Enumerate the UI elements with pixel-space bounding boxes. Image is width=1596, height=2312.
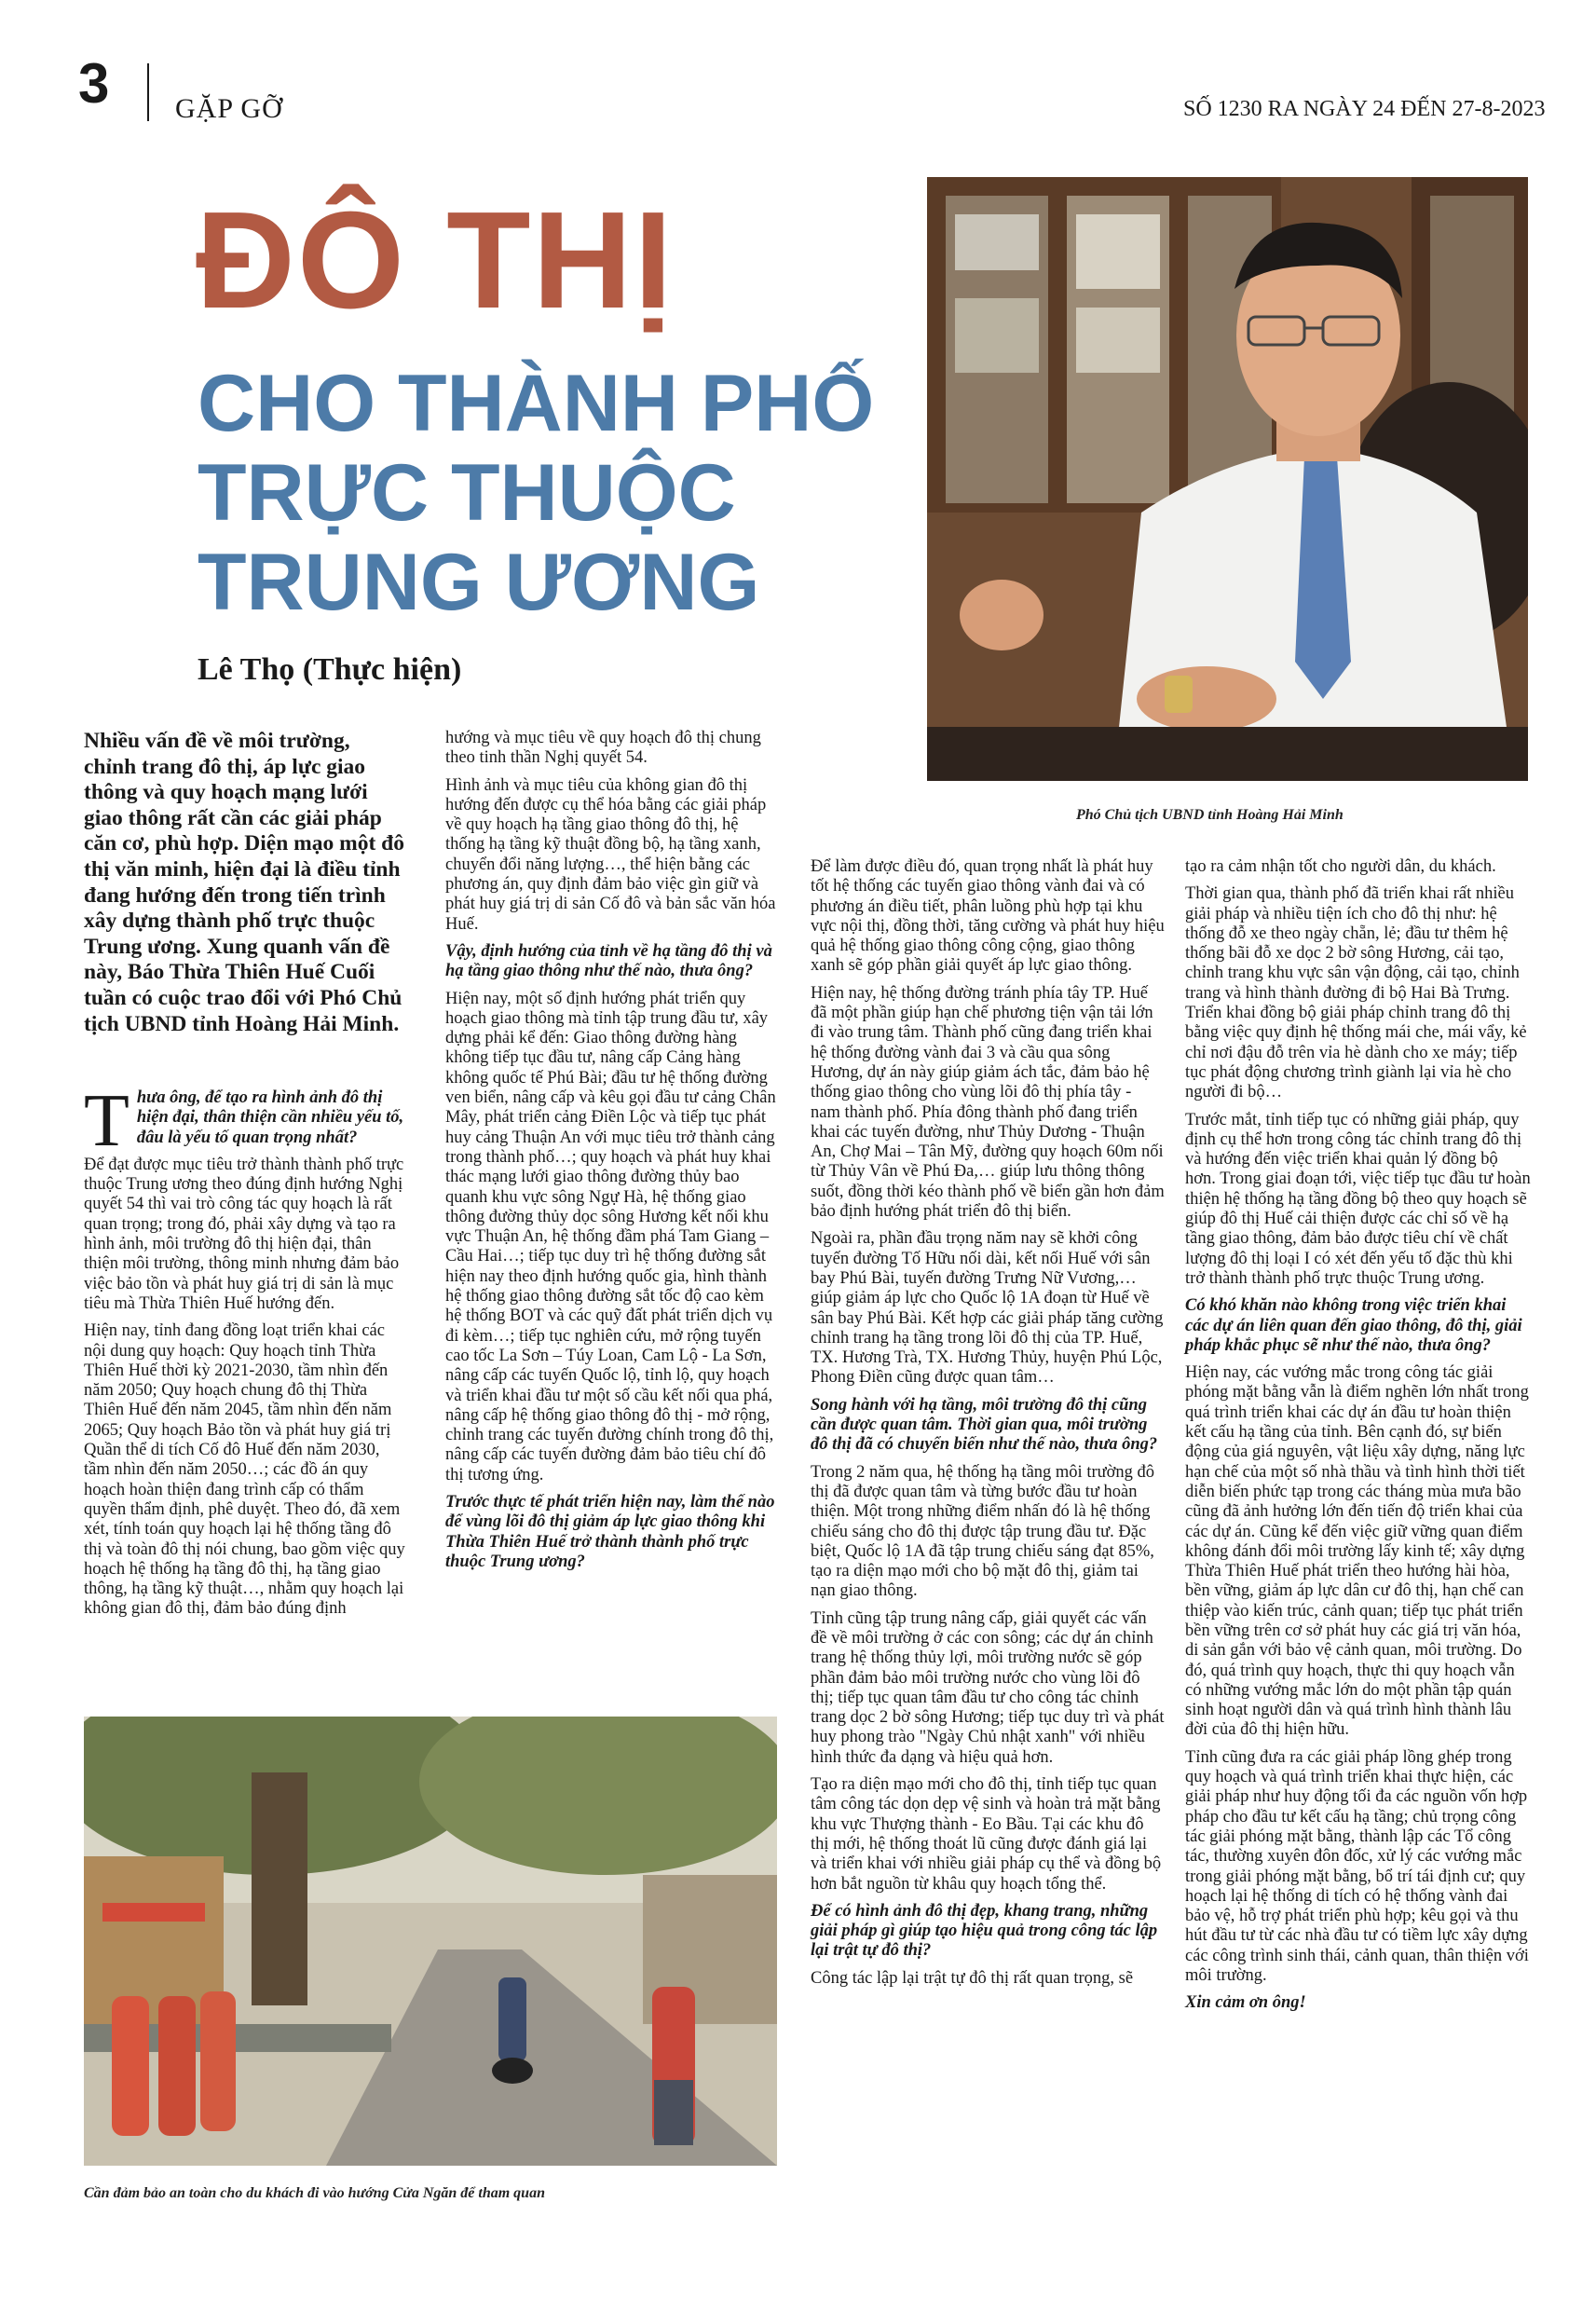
headline-sub xyxy=(198,359,874,627)
column-4 xyxy=(1185,857,1532,2021)
answer-paragraph: Hiện nay, một số định hướng phát triển quy hoạch giao thông mà tỉnh tập trung đầu tư, xây dựng phải kể đến: Giao thông đường hàng không tiếp tục đầu tư, nâng cấp Cảng hàng không quốc tế Phú Bài; đầu tư hệ thống đường ven biển, nâng cấp và kêu gọi đầu tư cảng Chân Mây, phát triển cảng Điền Lộc và tiếp tục phát huy cảng Thuận An với mục tiêu trở thành cảng trong thành phố…; quy hoạch và phát huy khai thác mạng lưới giao thông đường thủy bao quanh khu vực sông Ngự Hà, hệ thống giao thông đường thủy dọc sông Hương kết nối khu vực Thuận An, hệ thống đầm phá Tam Giang – Cầu Hai…; tiếp tục duy trì hệ thống đường sắt hiện nay theo định hướng quốc gia, hình thành hệ thống giao thông đường sắt tốc độ cao kèm hệ thống BOT và các quỹ đất phát triển dịch vụ đi kèm…; tiếp tục nghiên cứu, mở rộng tuyến cao tốc La Sơn – Túy Loan, Cam Lộ - La Sơn, nâng cấp các tuyến Quốc lộ, tỉnh lộ, quy hoạch và triển khai đầu tư một số cầu kết nối qua phá, nâng cấp hệ thống giao thông đô thị - mở rộng, chỉnh trang các tuyến đường chính trong đô thị, nâng cấp các tuyến đường đảm bảo tiêu chí đô thị tương ứng. xyxy=(445,989,776,1484)
byline: Lê Thọ (Thực hiện) xyxy=(198,652,462,687)
street-photo xyxy=(84,1717,777,2166)
answer-paragraph: Hiện nay, hệ thống đường tránh phía tây TP. Huế đã một phần giúp hạn chế phương tiện vận tải lớn đi vào trung tâm. Thành phố cũng đang triển khai hệ thống đường vành đai 3 và cầu qua sông Hương, dự án này giúp giảm ách tắc, đảm bảo hệ thống giao thông cho vùng lõi đô thị phía tây - nam thành phố. Phía đông thành phố đang triển khai các tuyến đường, như Thủy Dương - Thuận An, Chợ Mai – Tân Mỹ, đường quy hoạch 60m nối từ Thủy Vân về Phú Đa,… giúp lưu thông thông suốt, đồng thời kéo thành phố về biển gần hơn đảm bảo định hướng phát triển đô thị biển. xyxy=(811,983,1165,1222)
question-2: Vậy, định hướng của tỉnh về hạ tầng đô thị và hạ tầng giao thông như thế nào, thưa ông? xyxy=(445,941,772,981)
question-3: Trước thực tế phát triển hiện nay, làm thế nào để vùng lõi đô thị giảm áp lực giao thông khi Thừa Thiên Huế trở thành thành phố trực thuộc Trung ương? xyxy=(445,1492,775,1571)
answer-paragraph: Tỉnh cũng tập trung nâng cấp, giải quyết các vấn đề về môi trường ở các con sông; các dự án chỉnh trang hệ thống thủy lợi, môi trường nước sẽ góp phần đảm bảo môi trường nước cho vùng lõi đô thị; tiếp tục quan tâm đầu tư cho công tác chỉnh trang dọc 2 bờ sông Hương; tiếp tục duy trì và phát huy phong trào "Ngày Chủ nhật xanh" với nhiều hình thức đa dạng và hiệu quả hơn. xyxy=(811,1608,1165,1767)
column-1 xyxy=(84,1080,408,1627)
issue-info: SỐ 1230 RA NGÀY 24 ĐẾN 27-8-2023 xyxy=(1183,97,1546,121)
answer-paragraph: Để làm được điều đó, quan trọng nhất là phát huy tốt hệ thống các tuyến giao thông vành đai và có phương án điều tiết, phân luồng phù hợp tại khu vực nội thị, đồng thời, tăng cường và phát huy hiệu quả hệ thống giao thông công cộng, giao thông xanh sẽ góp phần giải quyết áp lực giao thông. xyxy=(811,857,1165,976)
headline-sub-line3: TRUNG ƯƠNG xyxy=(198,538,760,627)
answer-paragraph: Ngoài ra, phần đầu trọng năm nay sẽ khởi công tuyến đường Tố Hữu nối dài, kết nối Huế với sân bay Phú Bài, tuyến đường Trưng Nữ Vương,… giúp giảm áp lực cho Quốc lộ 1A đoạn từ Huế về sân bay Phú Bài. Kết hợp các giải pháp tăng cường chỉnh trang hạ tầng trong lõi đô thị của TP. Huế, TX. Hương Trà, TX. Hương Thủy, huyện Phú Lộc, Phong Điền cũng được quan tâm… xyxy=(811,1229,1164,1388)
lead-paragraph: Nhiều vấn đề về môi trường, chỉnh trang đô thị, áp lực giao thông và quy hoạch mạng lưới giao thông rất cần các giải pháp căn cơ, phù hợp. Diện mạo một đô thị văn minh, hiện đại là điều tỉnh đang hướng đến trong tiến trình xây dựng thành phố trực thuộc Trung ương. Xung quanh vấn đề này, Báo Thừa Thiên Huế Cuối tuần có cuộc trao đổi với Phó Chủ tịch UBND tỉnh Hoàng Hải Minh. xyxy=(84,729,404,1036)
answer-paragraph: Trong 2 năm qua, hệ thống hạ tầng môi trường đô thị đã được quan tâm và từng bước đầu tư hoàn thiện. Một trong những điểm nhấn đó là hệ thống chiếu sáng cho đô thị được tập trung đầu tư. Đặc biệt, Quốc lộ 1A đã tập trung chiếu sáng đạt 85%, tạo ra diện mạo mới cho bộ mặt đô thị, giảm tai nạn giao thông. xyxy=(811,1462,1155,1601)
section-label: GẶP GỠ xyxy=(175,93,283,124)
headline-sub-line2: TRỰC THUỘC xyxy=(198,448,736,538)
answer-paragraph: Thời gian qua, thành phố đã triển khai rất nhiều giải pháp và nhiều tiện ích cho đô thị như: hệ thống đỗ xe theo ngày chẵn, lẻ; đầu tư thêm hệ thống bãi đỗ xe dọc 2 bờ sông Hương, cải tạo, chỉnh trang khu vực sân vận động, cải tạo, chỉnh trang và hình thành đường đi bộ Hai Bà Trưng. Triển khai đồng bộ giải pháp chỉnh trang đô thị bằng việc quy định hệ thống mái che, mái vẩy, kẻ chỉ nơi đậu đỗ trên vỉa hè dành cho xe máy; tiếp tục phát động chương trình giành lại vỉa hè cho người đi bộ… xyxy=(1185,884,1527,1102)
answer-paragraph: Hiện nay, tỉnh đang đồng loạt triển khai các nội dung quy hoạch: Quy hoạch tỉnh Thừa Thiên Huế thời kỳ 2021-2030, tầm nhìn đến năm 2050; Quy hoạch chung đô thị Thừa Thiên Huế đến năm 2045, tầm nhìn đến năm 2065; Quy hoạch Bảo tồn và phát huy giá trị Quần thể di tích Cố đô Huế đến năm 2030, tầm nhìn đến năm 2050…; các đồ án quy hoạch hoàn thiện đang trình cấp có thẩm quyền thẩm định, phê duyệt. Theo đó, đã xem xét, tính toán quy hoạch lại hệ thống tầng đô thị và toàn đô thị nói chung, bao gồm việc quy hoạch hệ thống hạ tầng đô thị, hạ tầng giao thông, hạ tầng kỹ thuật…, nhằm quy hoạch lại không gian đô thị, đảm bảo đúng định xyxy=(84,1321,405,1619)
answer-paragraph: Hiện nay, các vướng mắc trong công tác giải phóng mặt bằng vẫn là điểm nghẽn lớn nhất trong quá trình triển khai các dự án đầu tư hoàn thiện kết cấu hạ tầng của tỉnh. Bên cạnh đó, sự biến động của giá nguyên, vật liệu xây dựng, năng lực hạn chế của một số nhà thầu và tình hình thời tiết diễn biến phức tạp trong các tháng mùa mưa bão cũng đã ảnh hưởng lớn đến tiến độ triển khai của các dự án. Cũng kể đến việc giữ vững quan điểm không đánh đổi môi trường lấy kinh tế; xây dựng Thừa Thiên Huế phát triển theo hướng hài hòa, bền vững, giảm áp lực dân cư đô thị, hạn chế can thiệp vào kiến trúc, cảnh quan; tiếp tục phát triển bền vững trên cơ sở phát huy các giá trị văn hóa, di sản gắn với bảo vệ cảnh quan, môi trường. Do đó, quá trình quy hoạch, thực thi quy hoạch vẫn có những vướng mắc lớn do một phần tập quán sinh hoạt người dân và quá trình hình thành lâu đời của đô thị hiện hữu. xyxy=(1185,1363,1529,1740)
answer-paragraph: Công tác lập lại trật tự đô thị rất quan trọng, sẽ xyxy=(811,1968,1134,1988)
answer-paragraph: Tạo ra diện mạo mới cho đô thị, tỉnh tiếp tục quan tâm công tác dọn dẹp vệ sinh và hoàn trả mặt bằng khu vực Thượng thành - Eo Bầu. Tại các khu đô thị mới, hệ thống thoát lũ cũng được đánh giá lại và triển khai với nhiều giải pháp cụ thể và đồng bộ hơn bắt nguồn từ khâu quy hoạch tổng thể. xyxy=(811,1775,1162,1894)
page-number: 3 xyxy=(78,52,110,115)
answer-paragraph: Tỉnh cũng đưa ra các giải pháp lồng ghép trong quy hoạch và quá trình triển khai thực hiện, các giải pháp như huy động tối đa các nguồn vốn hợp pháp cho đầu tư kết cấu hạ tầng; chủ trọng công tác giải phóng mặt bằng, thành lập các Tổ công tác, thường xuyên đôn đốc, xử lý các vướng mắc trong giải phóng mặt bằng, bổ trí tái định cư; quy hoạch lại hệ thống di tích có hệ thống vành đai bảo vệ, hỗ trợ phát triển phù hợp; kêu gọi và thu hút đầu tư từ các nhà đầu tư có tiềm lực xây dựng các công trình sinh thái, cảnh quan, thân thiện với môi trường. xyxy=(1185,1747,1529,1986)
headline-main: ĐÔ THỊ xyxy=(196,184,675,337)
headline-sub-line1: CHO THÀNH PHỐ xyxy=(198,359,875,448)
drop-cap: T xyxy=(84,1080,130,1162)
question-5: Để có hình ảnh đô thị đẹp, khang trang, những giải pháp gì giúp tạo hiệu quả trong công tác lập lại trật tự đô thị? xyxy=(811,1901,1158,1961)
portrait-caption: Phó Chủ tịch UBND tỉnh Hoàng Hải Minh xyxy=(1076,807,1344,823)
street-caption: Cần đảm bảo an toàn cho du khách đi vào hướng Cửa Ngăn để tham quan xyxy=(84,2185,545,2201)
portrait-photo xyxy=(927,177,1528,781)
question-4: Song hành với hạ tầng, môi trường đô thị cũng cần được quan tâm. Thời gian qua, môi trường đô thị đã có chuyển biến như thế nào, thưa ông? xyxy=(811,1395,1158,1455)
column-3 xyxy=(811,857,1165,1996)
answer-paragraph: Trước mắt, tỉnh tiếp tục có những giải pháp, quy định cụ thể hơn trong công tác chỉnh trang đô thị và hướng đến việc triển khai quản lý đồng bộ hơn. Trong giai đoạn tới, việc tiếp tục đầu tư hoàn thiện hệ thống hạ tầng đồng bộ theo quy hoạch sẽ giúp đô thị Huế cải thiện được các chỉ số về hạ tầng giao thông, đảm bảo được tiêu chí về chất lượng đô thị loại I có xét đến yếu tố đặc thù khi trở thành thành phố trực thuộc Trung ương. xyxy=(1185,1110,1531,1288)
question-6: Có khó khăn nào không trong việc triển khai các dự án liên quan đến giao thông, đô thị, giải pháp khắc phục sẽ như thế nào, thưa ông? xyxy=(1185,1296,1522,1355)
question-1: hưa ông, để tạo ra hình ảnh đô thị hiện đại, thân thiện cần nhiều yếu tố, đâu là yếu tố quan trọng nhất? xyxy=(136,1088,404,1147)
answer-paragraph: Để đạt được mục tiêu trở thành thành phố trực thuộc Trung ương theo đúng định hướng Nghị quyết 54 thì vai trò công tác quy hoạch là rất quan trọng; trong đó, phải xây dựng và tạo ra hình ảnh, môi trường đô thị hiện đại, thân thiện môi trường, thông minh nhưng đảm bảo việc bảo tồn và phát huy giá trị di sản là mục tiêu mà Thừa Thiên Huế hướng đến. xyxy=(84,1155,404,1313)
header-divider xyxy=(147,63,149,121)
column-2 xyxy=(445,729,779,1580)
answer-paragraph: hướng và mục tiêu về quy hoạch đô thị chung theo tinh thần Nghị quyết 54. xyxy=(445,729,761,768)
answer-paragraph: tạo ra cảm nhận tốt cho người dân, du khách. xyxy=(1185,857,1496,876)
answer-paragraph: Hình ảnh và mục tiêu của không gian đô thị hướng đến được cụ thể hóa bằng các giải pháp về quy hoạch hạ tầng giao thông đô thị, hệ thống hạ tầng kỹ thuật đồng bộ, hạ tầng xanh, chuyển đổi năng lượng…, thể hiện bằng các phương án, quy định đảm bảo việc gìn giữ và phát huy giá trị di sản Cố đô và bản sắc văn hóa Huế. xyxy=(445,775,776,934)
closing-line: Xin cảm ơn ông! xyxy=(1185,1993,1306,2013)
